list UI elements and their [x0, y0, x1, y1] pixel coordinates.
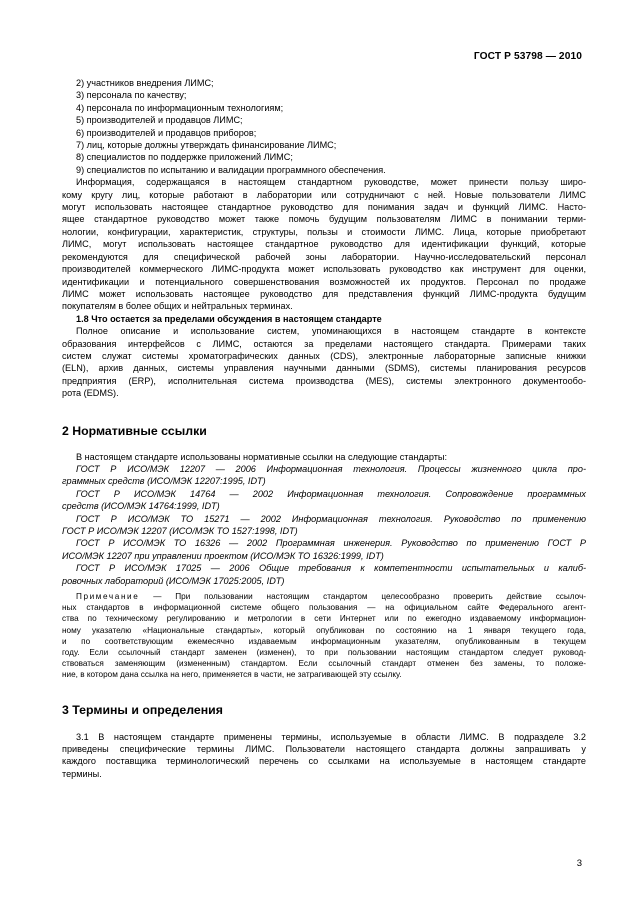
paragraph-line: (ELN), архив данных, системы управления научными данными (SDMS), системы планирования ресурсов: [62, 363, 586, 374]
list-item: 6) производителей и продавцов приборов;: [76, 127, 257, 138]
reference-line: средств (ИСО/МЭК 14764:1999, IDT): [62, 501, 220, 512]
paragraph-line: Полное описание и использование систем, упоминающихся в настоящем стандарте в контексте: [76, 326, 586, 337]
list-item: 7) лиц, которые должны утверждать финансирование ЛИМС;: [76, 140, 337, 151]
paragraph-line: приведены специфические термины ЛИМС. Пользователи настоящего стандарта должны запрашивать у: [62, 744, 586, 755]
paragraph-line: образования интерфейсов с ЛИМС, остаются за пределами настоящего стандарта. Примерами таких: [62, 338, 586, 349]
paragraph-line: ящее стандартное руководство может также помочь будущим пользователям ЛИМС в понимании терми-: [62, 214, 586, 225]
section-2-heading: 2 Нормативные ссылки: [62, 423, 207, 438]
reference-line: ИСО/МЭК 12207 при управлении проектом (ИСО/МЭК ТО 16326:1999, IDT): [62, 550, 384, 561]
reference-line: ГОСТ Р ИСО/МЭК 14764 — 2002 Информационная технология. Сопровождение программных: [76, 488, 586, 499]
paragraph-line: термины.: [62, 768, 102, 779]
reference-line: ровочных лабораторий (ИСО/МЭК 17025:2005, IDT): [62, 575, 285, 586]
reference-line: ГОСТ Р ИСО/МЭК ТО 16326 — 2002 Программная инженерия. Руководство по применению ГОСТ Р: [76, 538, 586, 549]
paragraph-terms: [62, 731, 586, 781]
paragraph-line: производителей коммерческого ЛИМС-продукта может использовать руководство как инструмент для оценки,: [62, 264, 586, 275]
paragraph-line: идентификации и потенциального совершенствования возможностей их продуктов. Персонал по продаже: [62, 276, 586, 287]
reference-line: ГОСТ Р ИСО/МЭК 12207 (ИСО/МЭК ТО 1527:1998, IDT): [62, 526, 298, 536]
reference-line: граммных средств (ИСО/МЭК 12207:1995, IDT): [62, 476, 266, 487]
section-2-intro: В настоящем стандарте использованы нормативные ссылки на следующие стандарты:: [76, 451, 448, 462]
note-line: и по соответствующим ежемесячно издаваемым информационным указателям, опубликованным в текущем: [62, 636, 586, 646]
page-content: [62, 77, 586, 780]
list-item: 8) специалистов по поддержке приложений ЛИМС;: [76, 152, 293, 163]
paragraph-line: рота (EDMS).: [62, 388, 119, 399]
paragraph-line: 3.1 В настоящем стандарте применены термины, используемые в области ЛИМС. В подразделе 3.2: [76, 731, 586, 742]
note-line: ствоваться заменяющим (измененным) стандартом. Если ссылочный стандарт отменен без замены, то положе-: [62, 659, 586, 669]
paragraph-line: кому кругу лиц, которые работают в лаборатории или сотрудничают с ней. Новые пользователи ЛИМС: [62, 189, 586, 200]
paragraph-scope-exclusions: [62, 325, 586, 399]
note-line: ному указателю «Национальные стандарты», который опубликован по состоянию на 1 января текущего года,: [62, 625, 586, 635]
section-3-heading: 3 Термины и определения: [62, 702, 223, 717]
paragraph-line: покупателям в более общих и нейтральных терминах.: [62, 301, 293, 312]
note-line: ных стандартов в информационной системе общего пользования — на официальном сайте Федерального агент-: [62, 603, 586, 613]
note-label: Примечание: [76, 592, 140, 602]
reference-line: ГОСТ Р ИСО/МЭК ТО 15271 — 2002 Информационная технология. Руководство по применению: [76, 513, 586, 524]
list-item: 9) специалистов по испытанию и валидации программного обеспечения.: [76, 164, 386, 175]
paragraph-line: могут использовать настоящее стандартное руководство для понимания задач и функций ЛИМС. Насто-: [62, 202, 586, 213]
note-line: ние, в котором дана ссылка на него, применяется в части, не затрагивающей эту ссылку.: [62, 670, 402, 680]
reference-note: [62, 591, 586, 681]
paragraph-line: предприятия (ERP), исполнительная система производства (MES), системы электронного документообо-: [62, 375, 586, 386]
stakeholder-list: [62, 77, 586, 176]
document-header: ГОСТ Р 53798 — 2010: [473, 51, 582, 62]
paragraph-information: [62, 176, 586, 312]
reference-line: ГОСТ Р ИСО/МЭК 17025 — 2006 Общие требования к компетентности испытательных и калиб-: [76, 563, 586, 574]
normative-references: [62, 463, 586, 587]
paragraph-line: ЛИМС может использовать настоящее руководство для представления функций ЛИМС-продукта будущим: [62, 288, 586, 299]
subsection-1-8-heading: 1.8 Что остается за пределами обсуждения в настоящем стандарте: [76, 313, 382, 324]
note-first-text: — При пользовании настоящим стандартом целесообразно проверить действие ссылоч-: [139, 592, 586, 602]
note-line: году. Если ссылочный стандарт заменен (изменен), то при пользовании настоящим стандартом следует руковод-: [62, 648, 586, 658]
paragraph-line: каждого поставщика терминологический перечень со ссылками на используемые в настоящем стандарте: [62, 756, 586, 767]
paragraph-line: ЛИМС, могут использовать настоящее стандартное руководство для идентификации функций, которые: [62, 239, 586, 250]
paragraph-line: рекомендуются для специфической рабочей зоны лаборатории. Научно-исследовательский персонал: [62, 251, 586, 262]
reference-line: ГОСТ Р ИСО/МЭК 12207 — 2006 Информационная технология. Процессы жизненного цикла про-: [76, 463, 586, 474]
paragraph-line: Информация, содержащаяся в настоящем стандартном руководстве, может принести пользу широ-: [76, 177, 586, 188]
page-number: 3: [576, 858, 582, 869]
list-item: 3) персонала по качеству;: [76, 90, 187, 101]
list-item: 4) персонала по информационным технологиям;: [76, 102, 284, 113]
list-item: 5) производителей и продавцов ЛИМС;: [76, 115, 243, 126]
paragraph-line: нологии, конфигурации, характеристик, структуры, пользы и стоимости ЛИМС. Лица, которые приобретают: [62, 226, 586, 237]
note-first-line: [62, 591, 586, 602]
note-line: ства по техническому регулированию и метрологии в сети Интернет или по ежегодно издаваемому информацион-: [62, 614, 586, 624]
paragraph-line: систем служат системы хроматографических данных (CDS), электронные лабораторные записные книжки: [62, 350, 586, 361]
list-item: 2) участников внедрения ЛИМС;: [76, 78, 214, 88]
